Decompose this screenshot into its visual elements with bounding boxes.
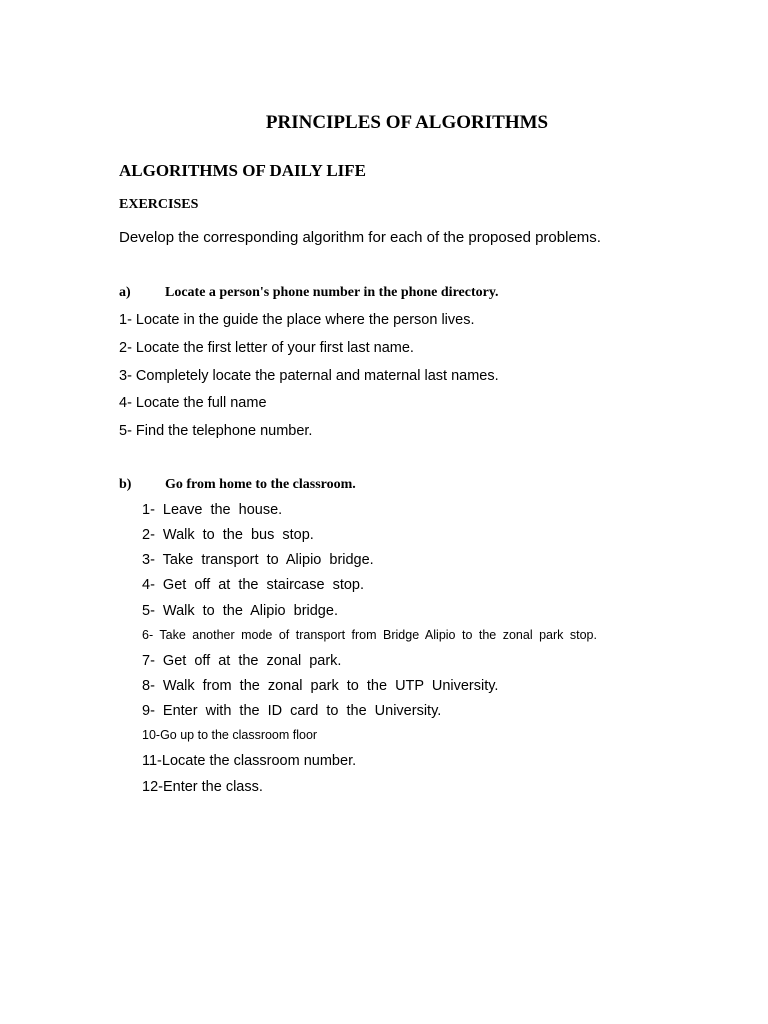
problem-b-step: 6- Take another mode of transport from Bridge Alipio to the zonal park stop. [142,628,597,642]
problem-b-step: 5- Walk to the Alipio bridge. [142,603,338,619]
problem-b-step: 10-Go up to the classroom floor [142,728,318,742]
problem-b-step: 2- Walk to the bus stop. [142,527,314,543]
problem-a-step: 2- Locate the first letter of your first last name. [119,340,414,356]
intro-paragraph: Develop the corresponding algorithm for each of the proposed problems. [119,229,601,246]
problem-b-title: Go from home to the classroom. [165,477,356,492]
problem-a-step: 3- Completely locate the paternal and maternal last names. [119,368,499,384]
problem-b-step: 7- Get off at the zonal park. [142,653,342,669]
subsection-title: EXERCISES [119,197,199,212]
problem-b-step: 3- Take transport to Alipio bridge. [142,552,374,568]
section-title: ALGORITHMS OF DAILY LIFE [119,161,367,180]
problem-a-step: 5- Find the telephone number. [119,423,313,439]
problem-b-step: 11-Locate the classroom number. [142,753,357,769]
problem-a-step: 4- Locate the full name [119,395,267,411]
problem-a-step: 1- Locate in the guide the place where the person lives. [119,312,475,328]
problem-b-letter: b) [119,477,132,492]
problem-b-step: 4- Get off at the staircase stop. [142,577,365,593]
problem-a-letter: a) [119,285,131,300]
problem-b-step: 12-Enter the class. [142,779,263,795]
document-title: PRINCIPLES OF ALGORITHMS [265,112,549,133]
problem-b-step: 1- Leave the house. [142,502,283,518]
problem-b-step: 9- Enter with the ID card to the University. [142,703,442,719]
problem-b-step: 8- Walk from the zonal park to the UTP University. [142,678,499,694]
problem-a-title: Locate a person's phone number in the phone directory. [165,285,499,300]
